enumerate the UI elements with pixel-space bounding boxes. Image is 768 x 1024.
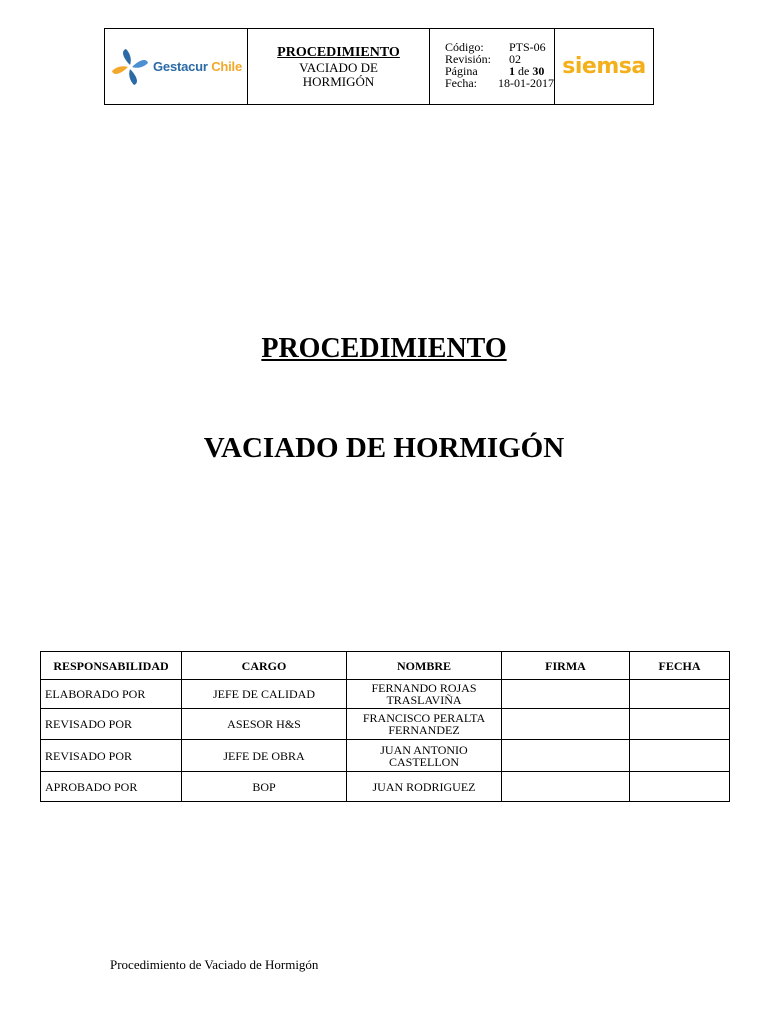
- cell-responsabilidad: ELABORADO POR: [41, 680, 182, 709]
- cell-nombre-line2: CASTELLON: [389, 754, 459, 769]
- gestacur-emblem-icon: [110, 47, 150, 87]
- meta-revision-label: Revisión:: [445, 52, 492, 66]
- cell-responsabilidad: REVISADO POR: [41, 709, 182, 740]
- cell-nombre-line2: TRASLAVIÑA: [386, 693, 462, 707]
- cell-fecha: [630, 709, 730, 740]
- cell-nombre-line2: FERNANDEZ: [388, 723, 460, 737]
- cell-firma: [502, 772, 630, 802]
- cell-nombre-line1: JUAN ANTONIO: [380, 742, 468, 757]
- page-footer: Procedimiento de Vaciado de Hormigón: [110, 957, 319, 972]
- cell-fecha: [630, 740, 730, 772]
- meta-pagina-label: Página: [445, 64, 478, 78]
- meta-fecha-value: 18-01-2017: [498, 76, 554, 90]
- cell-nombre: [347, 680, 502, 709]
- cell-responsabilidad: APROBADO POR: [41, 772, 182, 802]
- cell-fecha: [630, 772, 730, 802]
- gestacur-logo: [105, 29, 248, 104]
- table-row: [41, 772, 730, 802]
- table-row: [41, 740, 730, 772]
- cell-nombre: JUAN RODRIGUEZ: [347, 772, 502, 802]
- table-header-firma: FIRMA: [502, 652, 630, 680]
- meta-codigo-label: Código:: [445, 40, 484, 54]
- siemsa-wordmark: siemsa: [562, 54, 646, 79]
- document-title: PROCEDIMIENTO: [261, 333, 507, 364]
- cell-nombre: [347, 740, 502, 772]
- meta-fecha: [445, 77, 554, 89]
- cell-nombre-line1: FERNANDO ROJAS: [371, 681, 477, 695]
- meta-revision-value: 02: [509, 52, 521, 66]
- cell-firma: [502, 740, 630, 772]
- table-row: [41, 680, 730, 709]
- document-subtitle: VACIADO DE HORMIGÓN: [203, 432, 565, 464]
- document-header: [104, 28, 654, 105]
- header-meta: [430, 29, 555, 104]
- table-header-row: [41, 652, 730, 680]
- header-subtitle-line1: VACIADO DE: [299, 59, 378, 75]
- cell-fecha: [630, 680, 730, 709]
- cell-responsabilidad: REVISADO POR: [41, 740, 182, 772]
- meta-pagina-current: 1: [509, 64, 515, 78]
- cell-firma: [502, 680, 630, 709]
- header-subtitle-line2: HORMIGÓN: [302, 73, 375, 89]
- cell-nombre-line1: FRANCISCO PERALTA: [362, 711, 486, 725]
- table-header-nombre: NOMBRE: [347, 652, 502, 680]
- gestacur-wordmark: Gestacur Chile: [153, 59, 242, 74]
- meta-pagina-total: 30: [532, 64, 545, 78]
- table-header-fecha: FECHA: [630, 652, 730, 680]
- cell-cargo: JEFE DE OBRA: [182, 740, 347, 772]
- table-header-responsabilidad: RESPONSABILIDAD: [41, 652, 182, 680]
- meta-codigo-value: PTS-06: [509, 40, 546, 54]
- header-title-cell: [248, 29, 430, 104]
- responsibility-table: [40, 651, 730, 802]
- meta-fecha-label: Fecha:: [445, 76, 477, 90]
- siemsa-logo: [555, 29, 653, 104]
- cell-cargo: ASESOR H&S: [182, 709, 347, 740]
- cell-nombre: [347, 709, 502, 740]
- table-header-cargo: CARGO: [182, 652, 347, 680]
- cell-firma: [502, 709, 630, 740]
- table-row: [41, 709, 730, 740]
- cell-cargo: BOP: [182, 772, 347, 802]
- header-title: PROCEDIMIENTO: [277, 44, 400, 60]
- cell-cargo: JEFE DE CALIDAD: [182, 680, 347, 709]
- meta-pagina-de: de: [518, 64, 530, 78]
